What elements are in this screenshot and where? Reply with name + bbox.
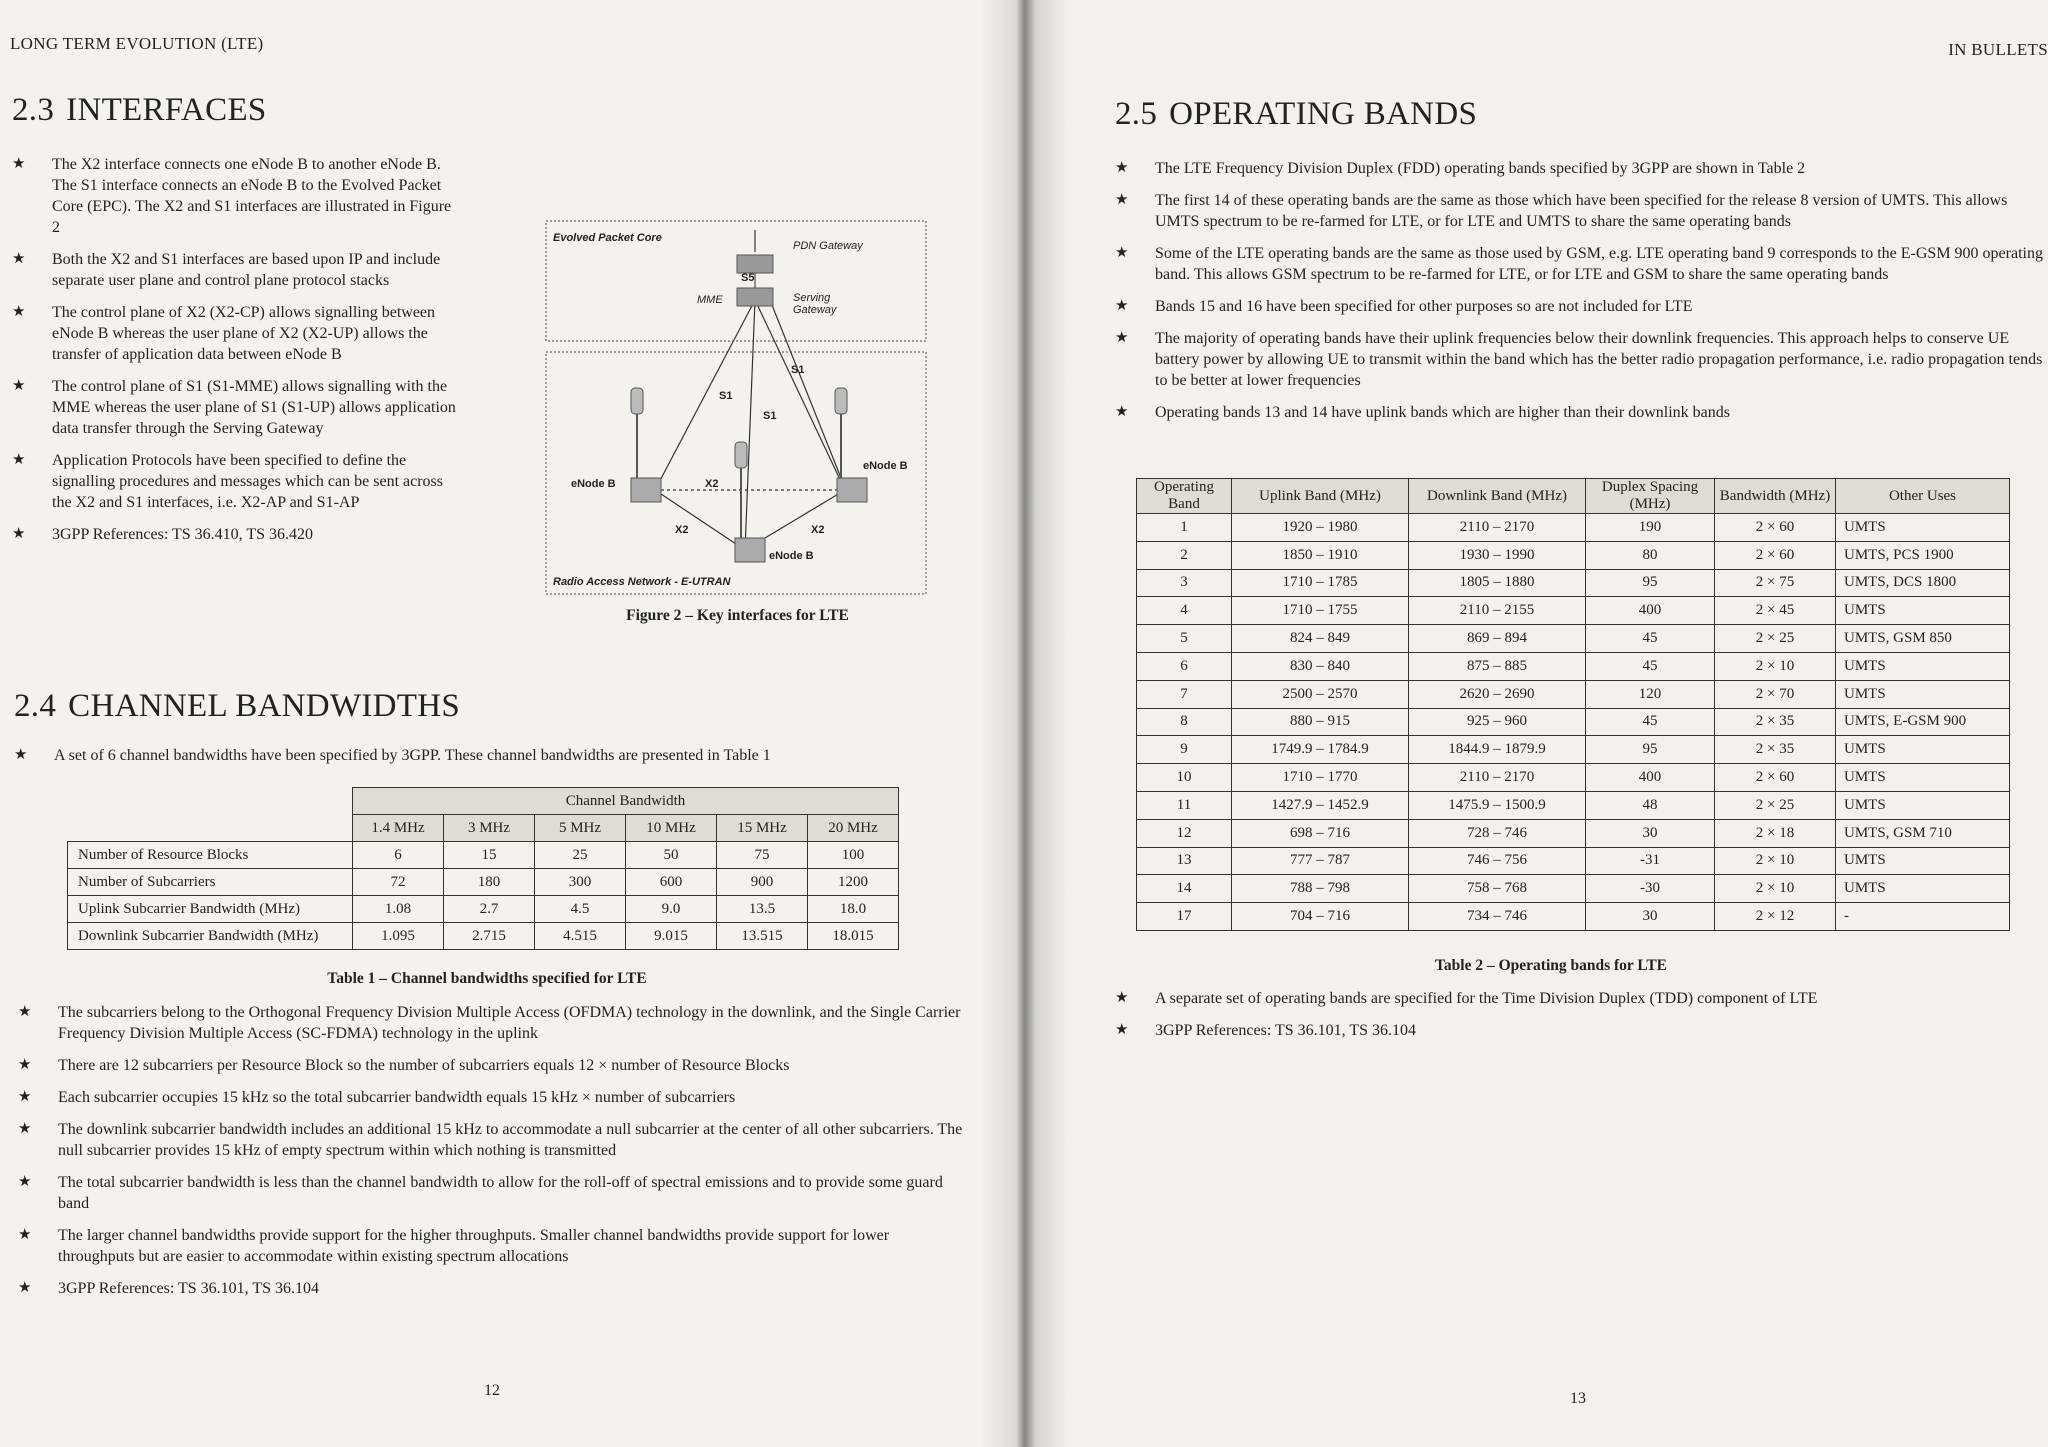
table-cell: -31 (1586, 847, 1715, 875)
star-bullet-icon: ★ (1115, 160, 1129, 176)
star-bullet-icon: ★ (12, 251, 26, 267)
table-cell: UMTS, DCS 1800 (1836, 569, 2010, 597)
s1-label: S1 (791, 364, 805, 376)
table-cell: 824 – 849 (1232, 625, 1409, 653)
table-cell: 2110 – 2170 (1409, 514, 1586, 542)
list-item: ★ Operating bands 13 and 14 have uplink bands which are higher than their downlink bands (1115, 404, 1730, 421)
table-row (1137, 708, 2010, 736)
section-number: 2.5 (1115, 96, 1158, 132)
star-bullet-icon: ★ (12, 378, 26, 394)
list-item: ★ A separate set of operating bands are specified for the Time Division Duplex (TDD) component of LTE (1115, 990, 1818, 1007)
list-item: ★ The majority of operating bands have their uplink frequencies below their downlink frequencies. This approach helps to conserve UE battery power by allowing UE to transmit within the band which has the better radio propagation performance, i.e. radio propagation tends to be better at lower frequencies (1115, 330, 2043, 389)
page-number-left: 12 (484, 1382, 500, 1399)
table-column-header: Downlink Band (MHz) (1409, 479, 1586, 514)
table-cell: UMTS (1836, 680, 2010, 708)
table-cell: 190 (1586, 514, 1715, 542)
table-cell: 788 – 798 (1232, 875, 1409, 903)
bandwidth-bullets (18, 1002, 963, 1310)
figure-2 (545, 220, 930, 625)
table-cell: UMTS (1836, 847, 2010, 875)
table-cell: 400 (1586, 597, 1715, 625)
table-cell: 95 (1586, 736, 1715, 764)
x2-label: X2 (811, 524, 825, 536)
table-cell: 12 (1137, 819, 1232, 847)
list-item: ★ Some of the LTE operating bands are the same as those used by GSM, e.g. LTE operating band 9 corresponds to the E-GSM 900 operating band. This allows GSM spectrum to be re-farmed for LTE, or for LTE and GSM to share the same operating bands (1115, 245, 2043, 283)
x2-label: X2 (675, 524, 689, 536)
s5-label: S5 (741, 272, 755, 284)
table-cell: 777 – 787 (1232, 847, 1409, 875)
table-row (1137, 875, 2010, 903)
s1-label: S1 (763, 410, 777, 422)
list-item: ★ Both the X2 and S1 interfaces are based upon IP and include separate user plane and control plane protocol stacks (12, 251, 441, 289)
table-row (1137, 680, 2010, 708)
network-diagram (545, 220, 928, 595)
list-item: ★ The larger channel bandwidths provide support for the higher throughputs. Smaller channel bandwidths provide support for lower throughputs but are easier to accommodate within existing spectrum allocations (18, 1227, 890, 1265)
star-bullet-icon: ★ (1115, 192, 1129, 208)
operating-bands-bullets (1115, 158, 2048, 434)
running-header-right: IN BULLETS (1948, 40, 2048, 59)
table-cell: 4 (1137, 597, 1232, 625)
table-cell: 2 × 18 (1715, 819, 1836, 847)
table-row (1137, 514, 2010, 542)
running-header-left: LONG TERM EVOLUTION (LTE) (10, 34, 264, 53)
list-item: ★ There are 12 subcarriers per Resource Block so the number of subcarriers equals 12 × number of Resource Blocks (18, 1057, 790, 1074)
table-cell: 2 × 75 (1715, 569, 1836, 597)
table-cell: 2 × 60 (1715, 541, 1836, 569)
table-row (1137, 541, 2010, 569)
table-cell: 2 × 60 (1715, 514, 1836, 542)
table-cell: 95 (1586, 569, 1715, 597)
list-item: ★ The X2 interface connects one eNode B to another eNode B. The S1 interface connects an eNode B to the Evolved Packet Core (EPC). The X2 and S1 interfaces are illustrated in Figure 2 (12, 156, 452, 236)
table-cell: UMTS, PCS 1900 (1836, 541, 2010, 569)
table-cell: 880 – 915 (1232, 708, 1409, 736)
table-cell: 1710 – 1785 (1232, 569, 1409, 597)
table-cell: 2 × 70 (1715, 680, 1836, 708)
table-cell: 1427.9 – 1452.9 (1232, 791, 1409, 819)
table-row (1137, 736, 2010, 764)
list-item: ★ The total subcarrier bandwidth is less than the channel bandwidth to allow for the roll-off of spectral emissions and to provide some guard band (18, 1174, 943, 1212)
section-2-3-heading (12, 92, 267, 129)
table-cell: 925 – 960 (1409, 708, 1586, 736)
table-cell: 2620 – 2690 (1409, 680, 1586, 708)
x2-label: X2 (705, 478, 719, 490)
star-bullet-icon: ★ (1115, 298, 1129, 314)
section-title: OPERATING BANDS (1169, 96, 1478, 132)
star-bullet-icon: ★ (18, 1121, 32, 1137)
section-2-4-heading (14, 688, 460, 725)
table-row: Downlink Subcarrier Bandwidth (MHz) 1.095 2.715 4.515 9.015 13.515 18.015 (68, 923, 899, 950)
section-2-5-heading (1115, 96, 1477, 133)
list-item: ★ Application Protocols have been specified to define the signalling procedures and messages which can be sent across the X2 and S1 interfaces, i.e. X2-AP and S1-AP (12, 452, 443, 511)
epc-label: Evolved Packet Core (553, 232, 662, 244)
list-item: ★ The downlink subcarrier bandwidth includes an additional 15 kHz to accommodate a null subcarrier at the center of all other subcarriers. The null subcarrier provides 15 kHz of empty spectrum within which nothing is transmitted (18, 1121, 963, 1159)
table-cell: 704 – 716 (1232, 903, 1409, 931)
table-cell: 1749.9 – 1784.9 (1232, 736, 1409, 764)
table-cell: 45 (1586, 708, 1715, 736)
serving-gateway-label: Serving Gateway (793, 292, 837, 316)
table-column-header: Bandwidth (MHz) (1715, 479, 1836, 514)
star-bullet-icon: ★ (14, 747, 28, 763)
operating-bands-after-bullets (1115, 988, 2015, 1052)
table-cell: 2 × 25 (1715, 625, 1836, 653)
table-cell: 2 × 10 (1715, 847, 1836, 875)
star-bullet-icon: ★ (18, 1227, 32, 1243)
star-bullet-icon: ★ (18, 1089, 32, 1105)
star-bullet-icon: ★ (12, 304, 26, 320)
table-cell: 1710 – 1770 (1232, 764, 1409, 792)
table-cell: UMTS (1836, 875, 2010, 903)
table-cell: 1 (1137, 514, 1232, 542)
table-cell: 17 (1137, 903, 1232, 931)
section-title: INTERFACES (66, 92, 267, 128)
list-item: ★ 3GPP References: TS 36.101, TS 36.104 (18, 1280, 320, 1297)
table-column-header: Uplink Band (MHz) (1232, 479, 1409, 514)
bandwidth-intro (14, 745, 914, 777)
table-cell: UMTS (1836, 652, 2010, 680)
table-cell: 11 (1137, 791, 1232, 819)
star-bullet-icon: ★ (18, 1004, 32, 1020)
table-cell: 3 (1137, 569, 1232, 597)
table-cell: UMTS, GSM 710 (1836, 819, 2010, 847)
table-cell: 1475.9 – 1500.9 (1409, 791, 1586, 819)
table-cell: 734 – 746 (1409, 903, 1586, 931)
interfaces-bullets (12, 154, 457, 556)
table-cell: 30 (1586, 819, 1715, 847)
table-cell: 14 (1137, 875, 1232, 903)
table-cell: UMTS (1836, 764, 2010, 792)
enodeb-label: eNode B (769, 550, 814, 562)
mme-label: MME (697, 294, 723, 306)
star-bullet-icon: ★ (1115, 1022, 1129, 1038)
figure-caption: Figure 2 – Key interfaces for LTE (626, 607, 849, 624)
star-bullet-icon: ★ (12, 156, 26, 172)
table-row (1137, 569, 2010, 597)
list-item: ★ Bands 15 and 16 have been specified for other purposes so are not included for LTE (1115, 298, 1693, 315)
table-row: Number of Subcarriers 72 180 300 600 900 1200 (68, 869, 899, 896)
table-cell: 80 (1586, 541, 1715, 569)
operating-bands-table-body (1137, 514, 2010, 931)
table-cell: 120 (1586, 680, 1715, 708)
list-item: ★ 3GPP References: TS 36.410, TS 36.420 (12, 526, 314, 543)
table-cell: 30 (1586, 903, 1715, 931)
table-cell: 698 – 716 (1232, 819, 1409, 847)
list-item: ★ The control plane of X2 (X2-CP) allows signalling between eNode B whereas the user plane of X2 (X2-UP) allows the transfer of application data between eNode B (12, 304, 436, 363)
list-item: ★ Each subcarrier occupies 15 kHz so the total subcarrier bandwidth equals 15 kHz × number of subcarriers (18, 1089, 736, 1106)
table-cell: 5 (1137, 625, 1232, 653)
section-number: 2.4 (14, 688, 57, 724)
table-row (1137, 764, 2010, 792)
table-cell: 2 × 45 (1715, 597, 1836, 625)
table-cell: 45 (1586, 652, 1715, 680)
table-cell: 6 (1137, 652, 1232, 680)
table-cell: 400 (1586, 764, 1715, 792)
left-page (0, 0, 1020, 1447)
table-cell: 2 × 10 (1715, 652, 1836, 680)
table-cell: 9 (1137, 736, 1232, 764)
table-cell: 7 (1137, 680, 1232, 708)
table-2-caption: Table 2 – Operating bands for LTE (1435, 957, 1667, 974)
table-cell: 2 × 35 (1715, 708, 1836, 736)
table-cell: UMTS (1836, 514, 2010, 542)
list-item: ★ 3GPP References: TS 36.101, TS 36.104 (1115, 1022, 1417, 1039)
table-cell: 8 (1137, 708, 1232, 736)
table-row (1137, 597, 2010, 625)
channel-bandwidth-table (67, 787, 899, 950)
table-cell: 48 (1586, 791, 1715, 819)
table-row (1137, 791, 2010, 819)
table-row (1137, 652, 2010, 680)
table-column-header: 3 MHz (444, 815, 535, 842)
table-cell: - (1836, 903, 2010, 931)
table-cell: 746 – 756 (1409, 847, 1586, 875)
table-column-header: Duplex Spacing (MHz) (1586, 479, 1715, 514)
s1-label: S1 (719, 390, 733, 402)
star-bullet-icon: ★ (1115, 990, 1129, 1006)
table-group-header: Channel Bandwidth (353, 788, 899, 815)
table-row (1137, 903, 2010, 931)
table-cell: 869 – 894 (1409, 625, 1586, 653)
star-bullet-icon: ★ (12, 452, 26, 468)
table-column-header: Operating Band (1137, 479, 1232, 514)
enodeb-label: eNode B (571, 478, 616, 490)
table-cell: 2 × 25 (1715, 791, 1836, 819)
table-row (1137, 819, 2010, 847)
table-cell: 2 × 12 (1715, 903, 1836, 931)
table-column-header: 20 MHz (808, 815, 899, 842)
table-cell: 10 (1137, 764, 1232, 792)
operating-bands-table (1136, 478, 2010, 931)
table-cell: 1930 – 1990 (1409, 541, 1586, 569)
table-1-caption: Table 1 – Channel bandwidths specified for LTE (327, 970, 647, 987)
star-bullet-icon: ★ (18, 1057, 32, 1073)
table-cell: 1805 – 1880 (1409, 569, 1586, 597)
table-cell: UMTS, GSM 850 (1836, 625, 2010, 653)
ran-label: Radio Access Network - E-UTRAN (553, 576, 731, 588)
star-bullet-icon: ★ (1115, 245, 1129, 261)
star-bullet-icon: ★ (1115, 330, 1129, 346)
table-cell: UMTS, E-GSM 900 (1836, 708, 2010, 736)
table-cell: -30 (1586, 875, 1715, 903)
list-item: ★ The subcarriers belong to the Orthogonal Frequency Division Multiple Access (OFDMA) technology in the downlink, and the Single Carrier Frequency Division Multiple Access (SC-FDMA) technology in the uplink (18, 1004, 961, 1042)
table-row (1137, 625, 2010, 653)
table-row: Uplink Subcarrier Bandwidth (MHz) 1.08 2.7 4.5 9.0 13.5 18.0 (68, 896, 899, 923)
list-item: ★ A set of 6 channel bandwidths have been specified by 3GPP. These channel bandwidths are presented in Table 1 (14, 747, 771, 764)
page-number-right: 13 (1570, 1390, 1586, 1407)
table-cell: 2 × 60 (1715, 764, 1836, 792)
table-column-header: 1.4 MHz (353, 815, 444, 842)
table-cell: 1850 – 1910 (1232, 541, 1409, 569)
star-bullet-icon: ★ (18, 1174, 32, 1190)
table-cell: 1920 – 1980 (1232, 514, 1409, 542)
table-row: Number of Resource Blocks 6 15 25 50 75 100 (68, 842, 899, 869)
table-row (1137, 847, 2010, 875)
section-number: 2.3 (12, 92, 55, 128)
table-cell: 2 × 10 (1715, 875, 1836, 903)
star-bullet-icon: ★ (12, 526, 26, 542)
table-cell: 758 – 768 (1409, 875, 1586, 903)
pdn-gateway-label: PDN Gateway (793, 240, 863, 252)
table-column-header: Other Uses (1836, 479, 2010, 514)
table-cell: 830 – 840 (1232, 652, 1409, 680)
table-cell: UMTS (1836, 736, 2010, 764)
table-cell: 2110 – 2170 (1409, 764, 1586, 792)
star-bullet-icon: ★ (18, 1280, 32, 1296)
section-title: CHANNEL BANDWIDTHS (68, 688, 461, 724)
table-cell: 1710 – 1755 (1232, 597, 1409, 625)
table-cell: UMTS (1836, 597, 2010, 625)
table-cell: 13 (1137, 847, 1232, 875)
table-cell: 1844.9 – 1879.9 (1409, 736, 1586, 764)
table-cell: 875 – 885 (1409, 652, 1586, 680)
list-item: ★ The LTE Frequency Division Duplex (FDD) operating bands specified by 3GPP are shown in Table 2 (1115, 160, 1806, 177)
table-column-header: 15 MHz (717, 815, 808, 842)
table-cell: 2110 – 2155 (1409, 597, 1586, 625)
table-cell: 2 × 35 (1715, 736, 1836, 764)
list-item: ★ The control plane of S1 (S1-MME) allows signalling with the MME whereas the user plane of S1 (S1-UP) allows application data transfer through the Serving Gateway (12, 378, 456, 437)
list-item: ★ The first 14 of these operating bands are the same as those which have been specified for the release 8 version of UMTS. This allows UMTS spectrum to be re-farmed for LTE, or for LTE and UMTS to share the same operating bands (1115, 192, 2008, 230)
table-cell: 728 – 746 (1409, 819, 1586, 847)
table-column-header: 10 MHz (626, 815, 717, 842)
table-cell: 2500 – 2570 (1232, 680, 1409, 708)
network-diagram-svg (545, 220, 928, 595)
table-column-header: 5 MHz (535, 815, 626, 842)
table-cell: 2 (1137, 541, 1232, 569)
table-cell: 45 (1586, 625, 1715, 653)
star-bullet-icon: ★ (1115, 404, 1129, 420)
table-cell: UMTS (1836, 791, 2010, 819)
enodeb-label: eNode B (863, 460, 908, 472)
